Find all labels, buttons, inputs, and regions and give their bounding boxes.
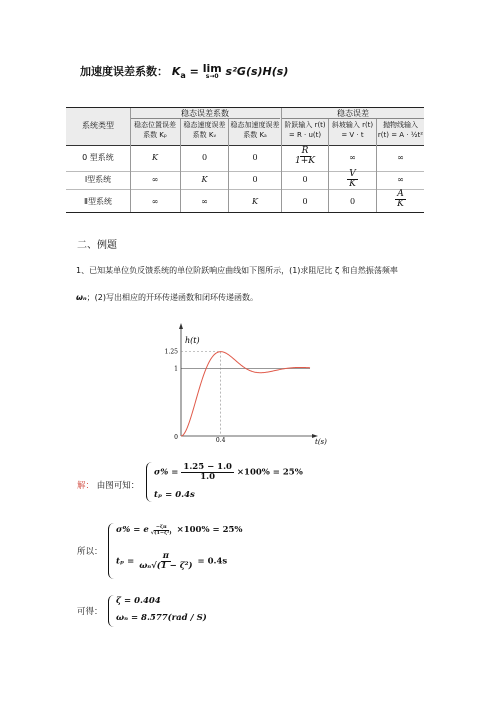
eq-overshoot-formula: [116, 525, 243, 536]
eq4-den: ωₙ√(1 − ζ²): [139, 560, 193, 571]
problem-line-1: 1、已知某单位负反馈系统的单位阶跃响应曲线如下图所示，(1)求阻尼比 ζ 和自然振荡频率: [76, 266, 398, 275]
eq3-exp-den: √(1−ζ²): [150, 530, 172, 537]
row2-ka: K: [252, 197, 258, 206]
row1-ramp-frac: [347, 170, 358, 189]
row1-kp: ∞: [151, 175, 159, 184]
y-tick-0: 0: [174, 434, 178, 441]
row2-para-frac: [395, 190, 406, 209]
eq3-rhs: ×100% = 25%: [176, 525, 243, 535]
solution-intro: [77, 479, 139, 491]
omega-n-symbol: ωₙ: [76, 293, 87, 302]
eq4-frac: [137, 552, 194, 570]
eq-overshoot: [154, 463, 303, 481]
accel-heading-label: 加速度误差系数：: [80, 65, 168, 78]
row1-ramp: [329, 170, 376, 189]
row2-step: 0: [302, 197, 308, 206]
row2-ramp: 0: [349, 197, 356, 206]
row0-kp: K: [152, 153, 158, 162]
accel-formula-expr: s²G(s)H(s): [225, 65, 289, 78]
row0-type: 0 型系统: [82, 153, 114, 162]
row1-ramp-num: V: [349, 169, 356, 179]
eq4-lhs: tₚ =: [116, 556, 135, 567]
y-tick-1: 1: [174, 365, 178, 373]
y-tick-1-25: 1.25: [165, 348, 178, 356]
problem-line-2-text: ；(2)写出相应的开环传递函数和闭环传递函数。: [86, 293, 258, 302]
section-title: 二、例题: [77, 240, 117, 251]
result-omega: ωₙ = 8.577(rad / S): [116, 613, 207, 623]
accel-formula-lim: [203, 63, 222, 80]
x-tick-0-4: 0.4: [215, 437, 226, 444]
row0-ramp: ∞: [349, 153, 356, 162]
row2-rule: [66, 189, 424, 190]
so-label: 所以：: [77, 547, 103, 557]
x-axis-label: t(s): [315, 438, 327, 446]
eq-peak-time-formula: [116, 552, 227, 570]
y-axis-label: h(t): [185, 336, 200, 345]
eq4-rhs: = 0.4s: [197, 556, 228, 567]
row0-step-den: 1+K: [295, 156, 315, 166]
col-kv-header: 稳态速度误差系数 Kᵥ: [183, 121, 226, 139]
row2-para-num: A: [397, 189, 404, 199]
eq1-rhs: ×100% = 25%: [236, 467, 303, 478]
response-curve: [181, 352, 310, 436]
row2-para: [377, 190, 424, 209]
row1-para: ∞: [397, 175, 404, 184]
accel-formula-sub: a: [180, 71, 186, 81]
brace-2: [108, 523, 115, 579]
header-bottom-rule: [66, 145, 424, 146]
row1-step: 0: [302, 175, 308, 184]
accel-heading: [80, 63, 288, 80]
eq3-exp-num: −ζπ: [155, 524, 167, 531]
accel-formula-k: K: [171, 65, 181, 78]
accel-formula-eq: =: [189, 65, 199, 78]
row0-kv: 0: [201, 153, 208, 162]
eq4-num: π: [162, 551, 169, 561]
col-ka-header: 稳态加速度误差系数 Kₐ: [230, 121, 280, 139]
row1-ramp-den: K: [349, 179, 356, 189]
eq1-lhs: σ% =: [154, 467, 179, 478]
brace-3: [108, 595, 115, 627]
row2-type: Ⅱ型系统: [84, 197, 112, 206]
group1-header: 稳态误差系数: [181, 109, 229, 118]
row0-step-frac: [293, 147, 317, 166]
solution-label: 解：: [77, 481, 95, 491]
step-response-chart: [165, 318, 335, 450]
lim-sub: s→0: [205, 73, 219, 80]
row1-type: Ⅰ型系统: [84, 175, 112, 184]
eq3-exponent: [149, 525, 174, 536]
col-type-header: 系统类型: [82, 121, 114, 130]
row0-step-num: R: [301, 146, 309, 156]
solution-intro-text: 由图可知：: [96, 481, 140, 491]
eq1-den: 1.0: [200, 471, 216, 482]
eq1-num: 1.25 − 1.0: [183, 462, 232, 472]
col-para-header: 抛物线输入 r(t) = A · ½t²: [377, 121, 424, 139]
brace-1: [146, 462, 153, 502]
eq3-lhs: σ% = e: [116, 525, 149, 535]
col-ramp-header: 斜坡输入 r(t) = V · t: [331, 121, 374, 139]
group2-header: 稳态误差: [337, 109, 369, 118]
row1-ka: 0: [252, 175, 258, 184]
row0-ka: 0: [252, 153, 258, 162]
row2-kp: ∞: [151, 197, 159, 206]
result-zeta: ζ = 0.404: [116, 596, 161, 606]
y-axis-arrow: [179, 323, 183, 329]
col-step-header: 阶跃输入 r(t) = R · u(t): [284, 121, 326, 139]
row0-step: [282, 147, 328, 166]
lim-word: lim: [202, 62, 222, 75]
eq-peak-time: tₚ = 0.4s: [154, 490, 195, 500]
row0-para: ∞: [397, 153, 404, 162]
table-bottom-rule: [66, 212, 424, 213]
row2-kv: ∞: [201, 197, 208, 206]
col-kp-header: 稳态位置误差系数 Kₚ: [134, 121, 176, 139]
eq1-frac: [181, 463, 234, 481]
get-label: 可得：: [77, 607, 103, 617]
row1-kv: K: [201, 175, 208, 184]
row2-para-den: K: [397, 199, 404, 209]
problem-line-2: [76, 292, 258, 303]
